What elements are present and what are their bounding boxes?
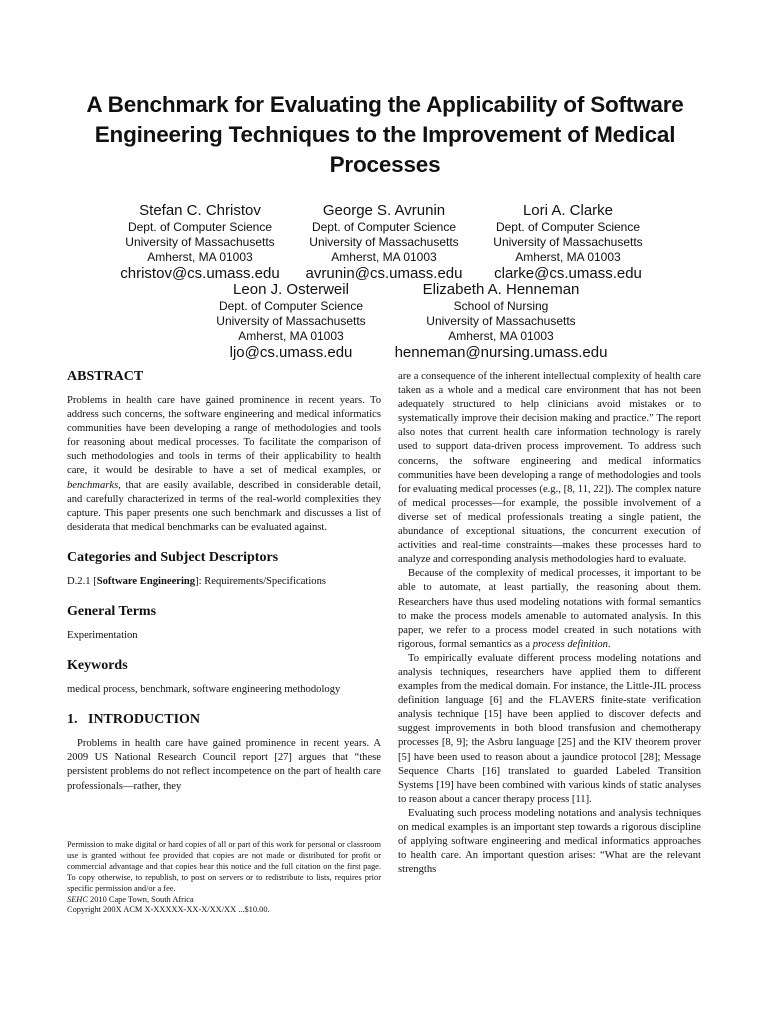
author-city: Amherst, MA 01003	[515, 250, 621, 264]
introduction-text: Problems in health care have gained prominence in recent years. A 2009 US National Research Council report [27] argues that “these persistent problems do not reflect incompetence on the part of health care professionals—rather, they	[67, 738, 381, 792]
categories-text: D.2.1 [Software Engineering]: Requirements/Specifications	[67, 575, 327, 587]
author-name: Lori A. Clarke	[522, 202, 614, 219]
author-dept: School of Nursing	[453, 299, 549, 313]
author-email: avrunin@cs.umass.edu	[305, 265, 463, 282]
author-dept: Dept. of Computer Science	[311, 220, 457, 234]
keywords-text: medical process, benchmark, software engineering methodology	[67, 684, 341, 696]
general-terms-heading: General Terms	[67, 604, 157, 620]
author-city: Amherst, MA 01003	[448, 329, 554, 343]
author-univ: University of Massachusetts	[309, 235, 459, 249]
author-name: Leon J. Osterweil	[233, 281, 349, 298]
venue-line: SEHC 2010 Cape Town, South Africa	[67, 894, 194, 904]
author-dept: Dept. of Computer Science	[495, 220, 641, 234]
paragraph: To empirically evaluate different process modeling notations and analysis techniques, researchers have applied them to different examples from the medical domain. For instance, the Little-JIL process definition language [6] and the FLAVERS finite-state verification analysis technique [15] have been applied to discover defects and suggest improvements in both blood transfusion and chemotherapy processes [8, 9]; the Asbru language [25] and the KIV theorem prover [5] have been used to reason about a jaundice protocol [28]; Message Sequence Charts [16] translated to guarded Labeled Transition Systems [19] have been combined with various kinds of static analyses to reason about a cancer therapy process [11].	[398, 652, 701, 805]
author-name: Elizabeth A. Henneman	[422, 281, 580, 298]
author-univ: University of Massachusetts	[493, 235, 643, 249]
author-block	[381, 280, 621, 362]
abstract-text: Problems in health care have gained prominence in recent years. To address such concerns, the software engineering and medical informatics communities have been developing a range of methodologies and tools for reasoning about medical processes. To facilitate the comparison of such methodologies and tools in terms of their applicability to health care, it would be desirable to have a set of medical examples, or benchmarks, that are easily available, described in considerable detail, and carefully characterized in terms of the real-world complexities they capture. This paper presents one such benchmark and discusses a list of desiderata that medical benchmarks can be evaluated against.	[67, 395, 381, 533]
author-name: George S. Avrunin	[322, 202, 446, 219]
author-name: Stefan C. Christov	[139, 202, 261, 219]
author-email: clarke@cs.umass.edu	[494, 265, 642, 282]
permission-notice	[67, 840, 381, 916]
abstract-heading: ABSTRACT	[67, 369, 144, 384]
categories-heading: Categories and Subject Descriptors	[67, 549, 279, 565]
author-dept: Dept. of Computer Science	[127, 220, 273, 234]
author-city: Amherst, MA 01003	[147, 250, 253, 264]
author-univ: University of Massachusetts	[125, 235, 275, 249]
author-city: Amherst, MA 01003	[331, 250, 437, 264]
author-block	[289, 201, 479, 283]
paragraph: Because of the complexity of medical processes, it important to be able to automate, at least partially, the reasoning about them. Researchers have thus used modeling notations with formal semantics to make the process models amenable to automated analysis. In this paper, we refer to a process model created in such notations with rigorous, formal semantics as a process definition.	[398, 568, 701, 650]
left-column	[67, 368, 381, 794]
paragraph: are a consequence of the inherent intellectual complexity of health care taken as a whole and a medical care environment that has not been adequately structured to help clinicians avoid mistakes or to systematically improve their decision making and practice.” The report also notes that current health care information technology is rarely used to support data-driven process improvement. To address such concerns, the software engineering and medical informatics communities have been developing a range of methodologies and tools for evaluating medical processes (e.g., [8, 11, 22]). The complex nature of medical processes—for example, the possible involvement of a diverse set of medical professionals treating a single patient, the abundance of exceptional situations, the concurrent execution of activities and real-time constraints—makes these processes hard to analyze and corresponding analysis methodologies hard to evaluate.	[398, 371, 701, 566]
copyright-line: Copyright 200X ACM X-XXXXX-XX-X/XX/XX ...$10.00.	[67, 905, 270, 915]
author-univ: University of Massachusetts	[426, 314, 576, 328]
permission-text: Permission to make digital or hard copies of all or part of this work for personal or classroom use is granted without fee provided that copies are not made or distributed for profit or commercial advantage and that copies bear this notice and the full citation on the first page. To copy otherwise, to republish, to post on servers or to redistribute to lists, requires prior specific permission and/or a fee.	[67, 840, 381, 893]
paragraph: Evaluating such process modeling notations and analysis techniques on medical examples is an important step towards a rigorous discipline of applying software engineering and medical informatics approaches to health care. An important question arises: “What are the relevant strengths	[398, 807, 701, 876]
right-column	[398, 370, 701, 877]
author-block	[196, 280, 386, 362]
author-block	[105, 201, 295, 283]
author-univ: University of Massachusetts	[216, 314, 366, 328]
author-city: Amherst, MA 01003	[238, 329, 344, 343]
general-terms-text: Experimentation	[67, 630, 138, 642]
author-dept: Dept. of Computer Science	[218, 299, 364, 313]
author-email: henneman@nursing.umass.edu	[394, 344, 608, 361]
author-email: ljo@cs.umass.edu	[229, 344, 353, 361]
paper-title: A Benchmark for Evaluating the Applicability of Software Engineering Techniques to the Improvement of Medical Processes	[86, 92, 684, 177]
introduction-heading: 1. INTRODUCTION	[67, 712, 201, 728]
author-email: christov@cs.umass.edu	[120, 265, 280, 282]
keywords-heading: Keywords	[67, 658, 128, 674]
author-block	[473, 201, 663, 283]
